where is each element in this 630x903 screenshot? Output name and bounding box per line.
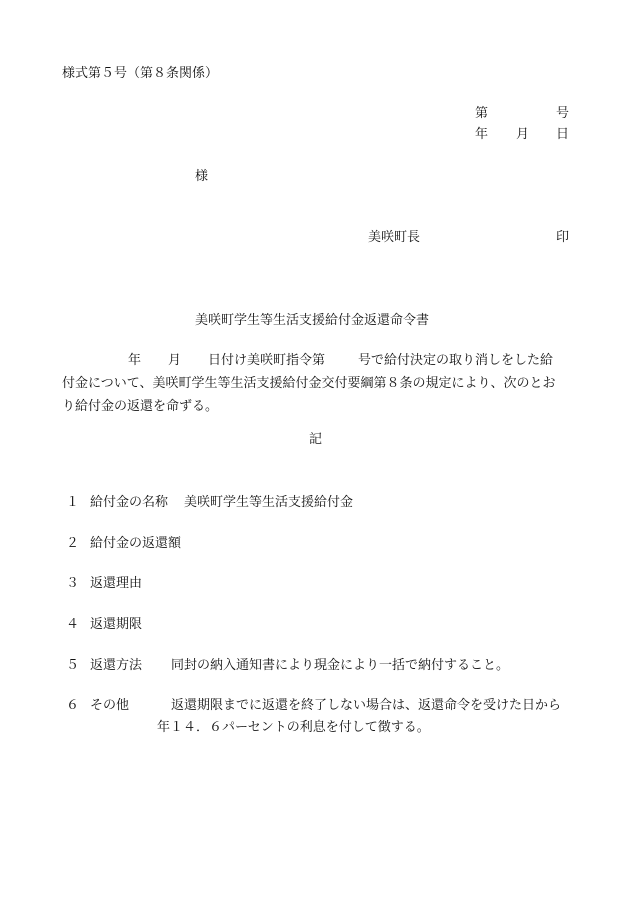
item-label: その他	[90, 698, 130, 713]
document-title: 美咲町学生等生活支援給付金返還命令書	[195, 313, 430, 328]
item-number: １	[66, 495, 80, 510]
form-label: 様式第５号（第８条関係）	[62, 66, 219, 81]
item-number: ４	[66, 617, 80, 632]
item-label: 給付金の名称	[90, 495, 169, 510]
item-6	[66, 699, 129, 712]
issuer-title: 美咲町長	[368, 230, 421, 245]
item-6-value: 返還期限までに返還を終了しない場合は、返還命令を受けた日から	[171, 698, 562, 713]
item-1-value: 美咲町学生等生活支援給付金	[184, 495, 354, 510]
issuer-seal: 印	[556, 230, 570, 245]
body-paragraph	[62, 349, 572, 418]
date-tsuki: 月	[516, 127, 530, 142]
body-line-3: り給付金の返還を命ずる。	[62, 399, 219, 414]
item-2	[66, 537, 181, 550]
item-5-value: 同封の納入通知書により現金により一括で納付すること。	[171, 658, 510, 673]
body-nen: 年	[128, 353, 142, 368]
item-label: 返還理由	[90, 576, 143, 591]
date-hi: 日	[556, 127, 570, 142]
item-number: ３	[66, 576, 80, 591]
item-1	[66, 496, 168, 509]
number-line-go: 号	[556, 106, 570, 121]
body-tsuki: 月	[168, 353, 182, 368]
body-line-1	[62, 349, 572, 372]
item-number: ６	[66, 698, 80, 713]
ki-heading: 記	[309, 432, 323, 447]
body-line-1-end: 号で給付決定の取り消しをした給	[358, 353, 554, 368]
item-number: ５	[66, 658, 80, 673]
item-number: ２	[66, 536, 80, 551]
addressee-suffix: 様	[195, 169, 209, 184]
item-4	[66, 618, 142, 631]
item-6-value-line-2: 年１４．６パーセントの利息を付して徴する。	[157, 720, 430, 735]
date-nen: 年	[475, 127, 489, 142]
item-label: 返還方法	[90, 658, 143, 673]
body-line-2: 付金について、美咲町学生等生活支援給付金交付要綱第８条の規定により、次のとお	[62, 376, 556, 391]
body-line-1-mid: 日付け美咲町指令第	[208, 353, 326, 368]
item-5	[66, 659, 142, 672]
item-3	[66, 577, 142, 590]
number-line-dai: 第	[475, 106, 489, 121]
item-label: 返還期限	[90, 617, 143, 632]
item-label: 給付金の返還額	[90, 536, 182, 551]
